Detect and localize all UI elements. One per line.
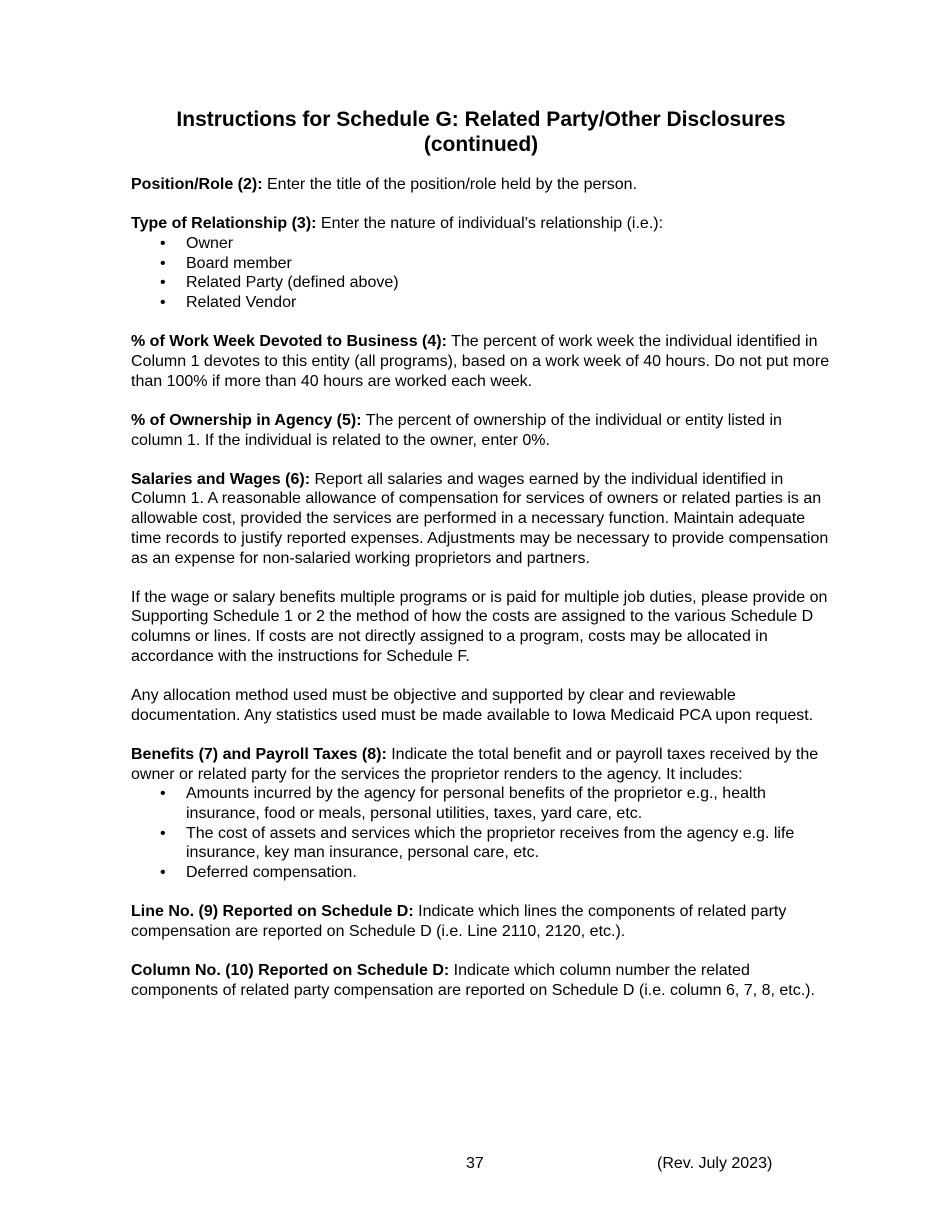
line-no-label: Line No. (9) Reported on Schedule D: — [131, 903, 414, 921]
list-item: • The cost of assets and services which the proprietor receives from the agency e.g. life insurance, key man insurance, personal care, etc. — [131, 824, 831, 863]
page-number: 37 — [466, 1155, 484, 1172]
benefits-paragraph — [131, 745, 831, 784]
line-no-paragraph — [131, 902, 831, 941]
salaries-label: Salaries and Wages (6): — [131, 470, 311, 488]
position-role-paragraph — [131, 175, 831, 195]
column-no-text: Indicate which column number the related components of related party compensation are reported on Schedule D (i.e. column 6, 7, 8, etc.). — [131, 962, 815, 999]
page-title — [131, 107, 831, 157]
ownership-paragraph — [131, 411, 831, 450]
ownership-text: The percent of ownership of the individual or entity listed in column 1. If the individual is related to the owner, enter 0%. — [131, 411, 782, 449]
revision-date: (Rev. July 2023) — [657, 1155, 773, 1172]
position-role-label: Position/Role (2): — [131, 176, 263, 193]
position-role-text: Enter the title of the position/role held by the person. — [262, 176, 638, 193]
page-title-line-2: (continued) — [423, 133, 539, 156]
benefits-text: Indicate the total benefit and or payroll taxes received by the owner or related party for the services the proprietor renders to the agency. It includes: — [131, 745, 819, 783]
work-week-text: The percent of work week the individual identified in Column 1 devotes to this entity (all programs), based on a work week of 40 hours. Do not put more than 100% if more than 40 hours are worked each week. — [131, 333, 830, 390]
list-item: • Owner — [131, 234, 831, 254]
relationship-label: Type of Relationship (3): — [131, 215, 317, 233]
line-no-text: Indicate which lines the components of related party compensation are reported on Schedule D (i.e. Line 2110, 2120, etc.). — [131, 903, 787, 941]
salaries-paragraph — [131, 470, 831, 569]
relationship-list — [131, 234, 831, 313]
list-item: • Amounts incurred by the agency for personal benefits of the proprietor e.g., health insurance, food or meals, personal utilities, taxes, yard care, etc. — [131, 784, 831, 823]
benefits-label: Benefits (7) and Payroll Taxes (8): — [131, 745, 387, 763]
relationship-paragraph — [131, 214, 831, 234]
list-item: • Related Vendor — [131, 293, 831, 313]
list-item: • Board member — [131, 254, 831, 274]
page-title-line-1: Instructions for Schedule G: Related Party/Other Disclosures — [176, 108, 786, 131]
work-week-paragraph — [131, 332, 831, 391]
column-no-label: Column No. (10) Reported on Schedule D: — [131, 962, 450, 980]
column-no-paragraph — [131, 961, 831, 1000]
salaries-text: Report all salaries and wages earned by the individual identified in Column 1. A reasonable allowance of compensation for services of owners or related parties is an allowable cost, provided the services are performed in a necessary function. Maintain adequate time records to justify reported expenses. Adjustments may be necessary to provide compensation as an expense for non-salaried working proprietors and partners. — [131, 470, 829, 567]
work-week-label: % of Work Week Devoted to Business (4): — [131, 333, 447, 351]
list-item: • Deferred compensation. — [131, 863, 831, 883]
multiple-programs-paragraph: If the wage or salary benefits multiple programs or is paid for multiple job duties, please provide on Supporting Schedule 1 or 2 the method of how the costs are assigned to the various Schedule D columns or lines. If costs are not directly assigned to a program, costs may be allocated in accordance with the instructions for Schedule F. — [131, 588, 828, 665]
relationship-text: Enter the nature of individual’s relationship (i.e.): — [316, 215, 664, 233]
list-item: • Related Party (defined above) — [131, 273, 831, 293]
allocation-paragraph: Any allocation method used must be objective and supported by clear and reviewable documentation. Any statistics used must be made available to Iowa Medicaid PCA upon request. — [131, 687, 814, 724]
ownership-label: % of Ownership in Agency (5): — [131, 411, 362, 429]
benefits-list — [131, 784, 831, 883]
document-page — [131, 107, 831, 1020]
